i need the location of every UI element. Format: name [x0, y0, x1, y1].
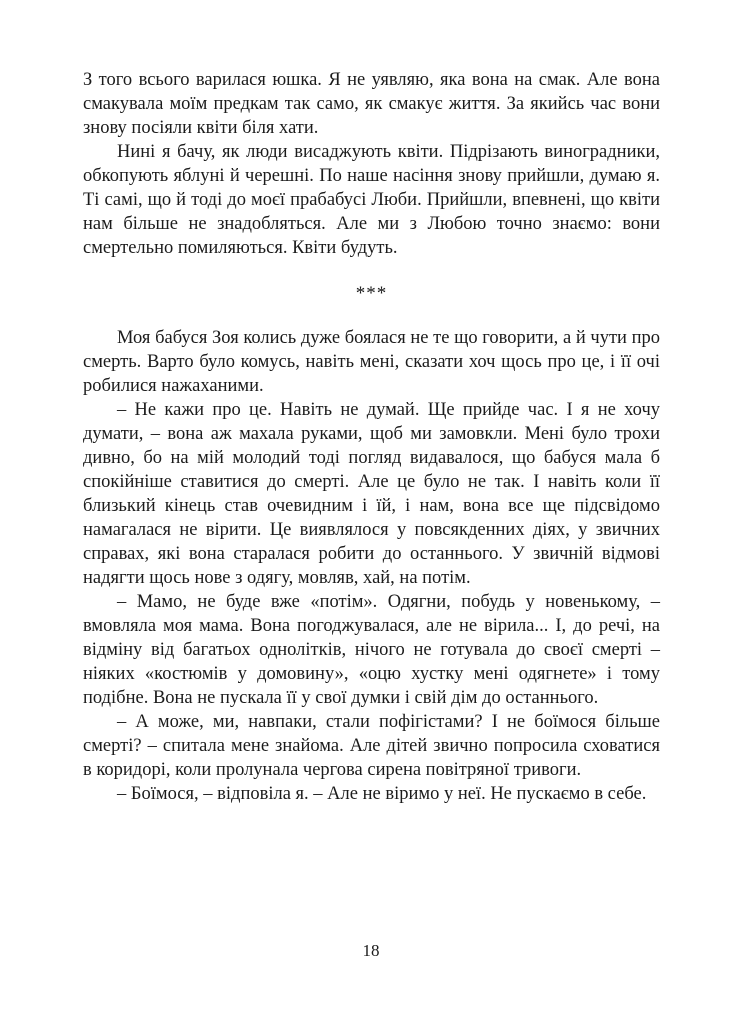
- page-number: 18: [362, 941, 380, 960]
- section-separator: ***: [355, 283, 388, 304]
- paragraph: Моя бабуся Зоя колись дуже боялася не те що говорити, а й чути про смерть. Варто було комусь, навіть мені, сказати хоч щось про це, і її очі робилися нажаханими.: [83, 328, 660, 396]
- paragraph: – Мамо, не буде вже «потім». Одягни, побудь у новенькому, – вмовляла моя мама. Вона погоджувалася, але не вірила... І, до речі, на відміну від багатьох однолітків, нічого не готувала до своєї смерті – ніяких «костюмів у домовину», «оцю хустку мені одягнете» і тому подібне. Вона не пускала її у свої думки і свій дім до останнього.: [83, 592, 660, 708]
- page-text: [83, 68, 660, 806]
- paragraph: – Боїмося, – відповіла я. – Але не віримо у неї. Не пускаємо в себе.: [117, 784, 647, 804]
- paragraph: З того всього варилася юшка. Я не уявляю, яка вона на смак. Але вона смакувала моїм предкам так само, як смакує життя. За якийсь час вони знову посіяли квіти біля хати.: [83, 70, 660, 138]
- paragraph: – Не кажи про це. Навіть не думай. Ще прийде час. І я не хочу думати, – вона аж махала руками, щоб ми замовкли. Мені було трохи дивно, бо на мій молодий тоді погляд видавалося, що бабуся мала б спокійніше ставитися до смерті. Але це було не так. І навіть коли її близький кінець став очевидним і їй, і нам, вона все ще підсвідомо намагалася не вірити. Це виявлялося у повсякденних діях, у звичних справах, які вона старалася робити до останнього. У звичній відмові надягти щось нове з одягу, мовляв, хай, на потім.: [83, 400, 660, 588]
- paragraph: Нині я бачу, як люди висаджують квіти. Підрізають виноградники, обкопують яблуні й черешні. По наше насіння знову прийшли, думаю я. Ті самі, що й тоді до моєї прабабусі Люби. Прийшли, впевнені, що квіти нам більше не знадобляться. Але ми з Любою точно знаємо: вони смертельно помиляються. Квіти будуть.: [83, 142, 660, 258]
- paragraph: – А може, ми, навпаки, стали пофігістами? І не боїмося більше смерті? – спитала мене знайома. Але дітей звично попросила сховатися в коридорі, коли пролунала чергова сирена повітряної тривоги.: [83, 712, 660, 780]
